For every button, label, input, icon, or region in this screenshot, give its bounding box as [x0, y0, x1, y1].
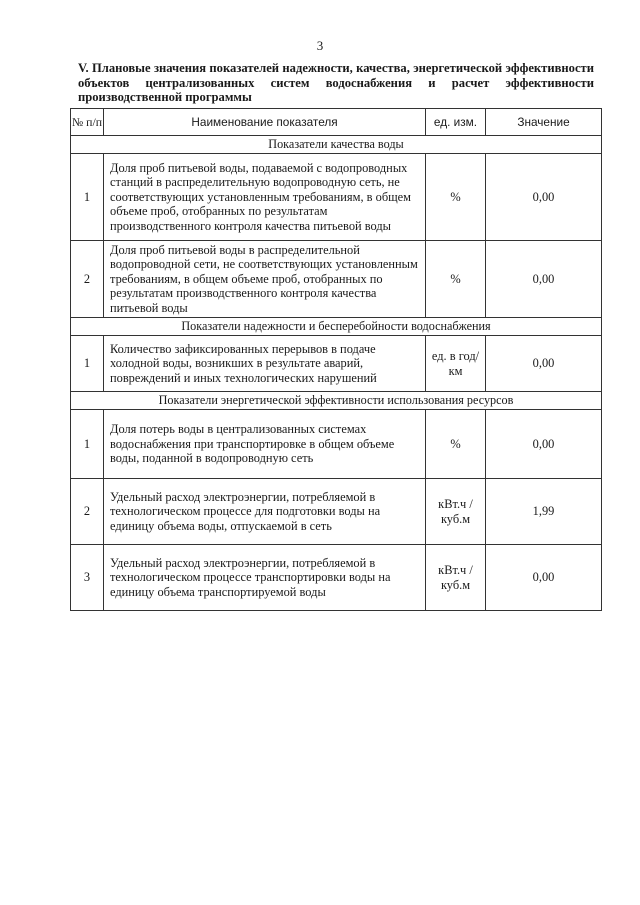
- indicator-value: 0,00: [486, 241, 602, 318]
- column-header-unit: ед. изм.: [426, 109, 486, 136]
- indicators-table: [70, 108, 602, 611]
- group-row-reliability: [71, 318, 602, 336]
- indicator-unit: кВт.ч / куб.м: [426, 545, 486, 611]
- indicator-name: Количество зафиксированных перерывов в подаче холодной воды, возникших в результате аварий, повреждений и иных технологических нарушений: [104, 336, 426, 392]
- indicator-unit: %: [426, 154, 486, 241]
- section-heading: V. Плановые значения показателей надежности, качества, энергетической эффективности объектов централизованных систем водоснабжения и расчет эффективности производственной программы: [78, 61, 594, 104]
- indicator-value: 0,00: [486, 154, 602, 241]
- row-number: 2: [71, 241, 104, 318]
- indicator-name: Доля проб питьевой воды, подаваемой с водопроводных станций в распределительную водопроводную сеть, не соответствующих установленным требованиям, в общем объеме проб, отобранных по результатам производственного контроля качества питьевой воды: [104, 154, 426, 241]
- table-row: [71, 479, 602, 545]
- indicator-value: 1,99: [486, 479, 602, 545]
- row-number: 1: [71, 410, 104, 479]
- indicator-value: 0,00: [486, 545, 602, 611]
- table-row: [71, 410, 602, 479]
- indicator-unit: %: [426, 241, 486, 318]
- indicator-value: 0,00: [486, 336, 602, 392]
- group-row-energy: [71, 392, 602, 410]
- table-row: [71, 154, 602, 241]
- indicator-unit: ед. в год/ км: [426, 336, 486, 392]
- row-number: 3: [71, 545, 104, 611]
- table-header-row: [71, 109, 602, 136]
- indicator-value: 0,00: [486, 410, 602, 479]
- indicator-unit: кВт.ч / куб.м: [426, 479, 486, 545]
- row-number: 1: [71, 154, 104, 241]
- group-title: Показатели энергетической эффективности использования ресурсов: [71, 392, 602, 410]
- indicator-name: Доля проб питьевой воды в распределительной водопроводной сети, не соответствующих установленным требованиям, в общем объеме проб, отобранных по результатам производственного контроля качества питьевой воды: [104, 241, 426, 318]
- page-number: 3: [316, 38, 324, 53]
- table-row: [71, 336, 602, 392]
- indicator-name: Удельный расход электроэнергии, потребляемой в технологическом процессе транспортировки воды на единицу объема транспортируемой воды: [104, 545, 426, 611]
- indicator-name: Удельный расход электроэнергии, потребляемой в технологическом процессе для подготовки воды на единицу объема воды, отпускаемой в сеть: [104, 479, 426, 545]
- table-row: [71, 241, 602, 318]
- row-number: 2: [71, 479, 104, 545]
- group-title: Показатели надежности и бесперебойности водоснабжения: [71, 318, 602, 336]
- table-row: [71, 545, 602, 611]
- group-row-quality: [71, 136, 602, 154]
- indicator-name: Доля потерь воды в централизованных системах водоснабжения при транспортировке в общем объеме воды, поданной в водопроводную сеть: [104, 410, 426, 479]
- column-header-name: Наименование показателя: [104, 109, 426, 136]
- row-number: 1: [71, 336, 104, 392]
- indicator-unit: %: [426, 410, 486, 479]
- column-header-value: Значение: [486, 109, 602, 136]
- group-title: Показатели качества воды: [71, 136, 602, 154]
- column-header-num: № п/п: [71, 109, 104, 136]
